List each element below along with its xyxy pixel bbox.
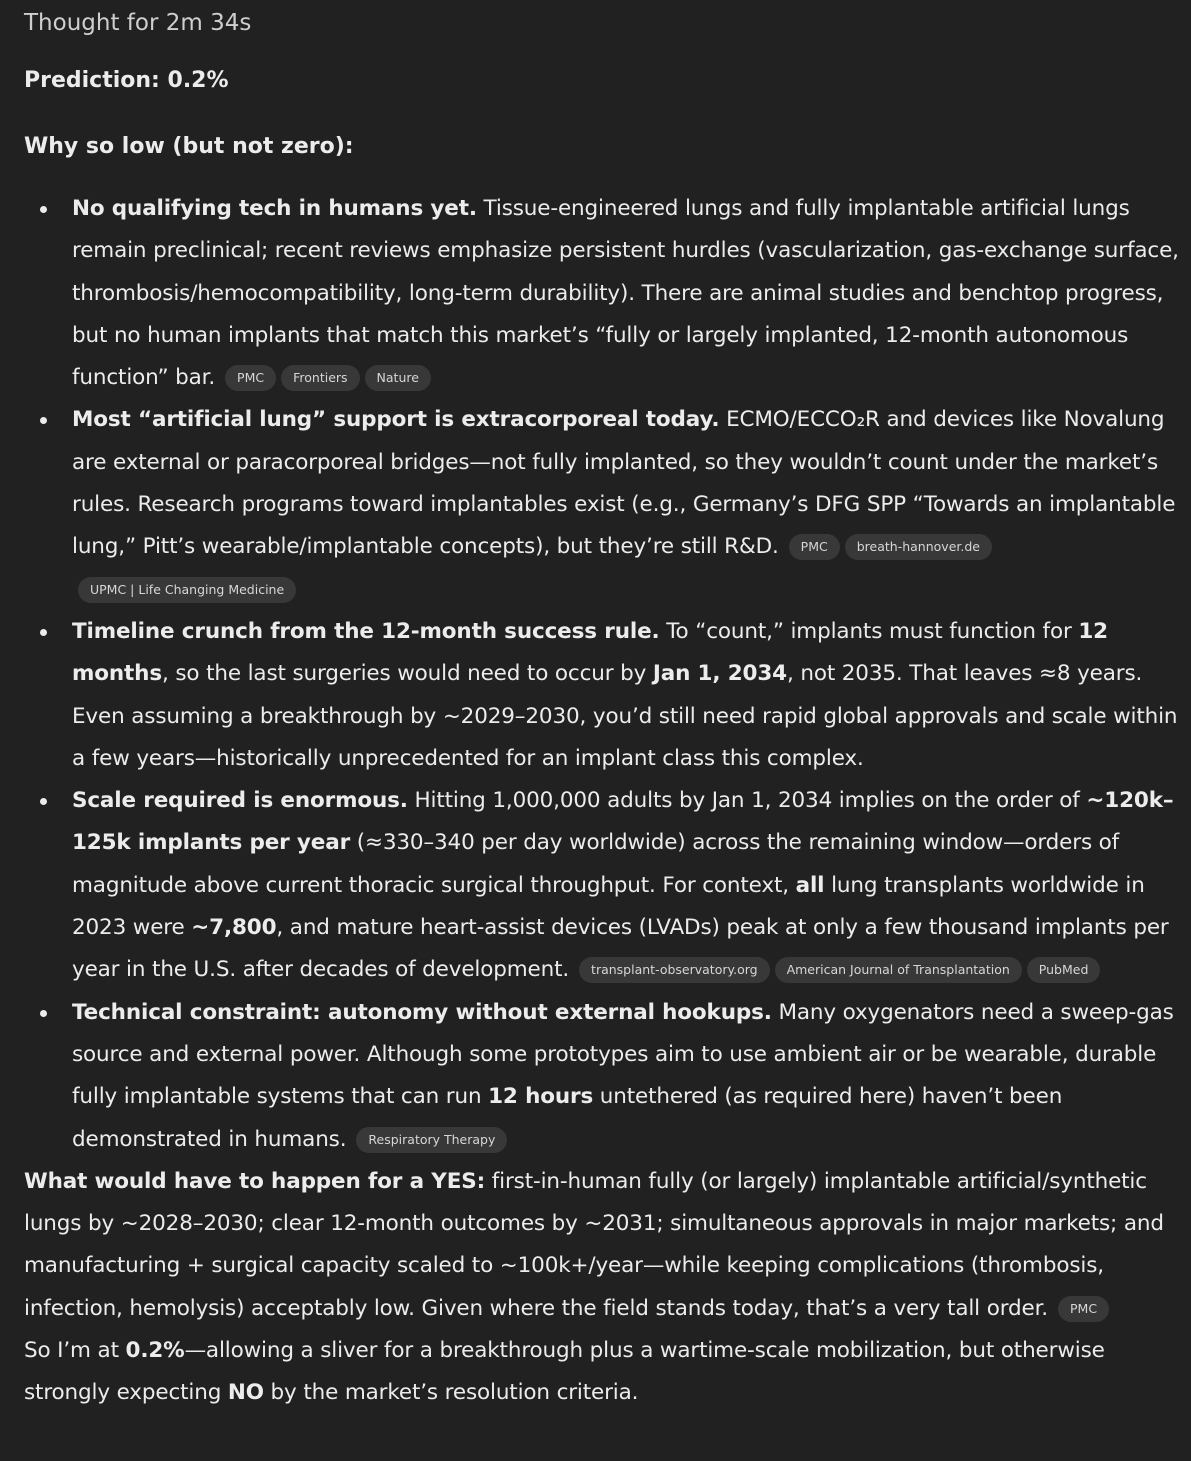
reasons-list: [24, 188, 1184, 1161]
bullet-text: Hitting 1,000,000 adults by Jan 1, 2034 implies on the order of: [407, 788, 1087, 814]
bullet-text: Tissue-engineered lungs and fully implantable artificial lungs remain preclinical; recent reviews emphasize persistent hurdles (vascularization, gas-exchange surface, thrombosis/hemocompatibility, long-term durability). There are animal studies and benchtop progress, but no human implants that match this market’s “fully or largely implanted, 12-month autonomous function” bar.: [72, 196, 1179, 391]
bullet-emphasis: 12 hours: [488, 1084, 594, 1110]
bullet-emphasis: all: [795, 872, 825, 898]
prediction-heading: Prediction: 0.2%: [24, 68, 229, 93]
closing-paragraph: [24, 1330, 1184, 1415]
bullet-lead: No qualifying tech in humans yet.: [72, 196, 477, 221]
list-item: [24, 188, 1184, 399]
bullet-lead: Timeline crunch from the 12-month success rule.: [72, 618, 660, 644]
yes-text: first-in-human fully (or largely) implantable artificial/synthetic lungs by ~2028–2030; clear 12-month outcomes by ~2031; simultaneous approvals in major markets; and manufacturing + surgical capacity scaled to ~100k+/year—while keeping complications (thrombosis, infection, hemolysis) acceptably low. Given where the field stands today, that’s a very tall order.: [24, 1168, 1164, 1321]
bullet-dot: [40, 417, 47, 424]
yes-scenario-paragraph: [24, 1161, 1184, 1330]
bullet-dot: [40, 798, 47, 805]
bullet-emphasis: ~7,800: [191, 915, 277, 941]
bullet-text: (≈330–340 per day worldwide) across the remaining window—orders of magnitude above current thoracic surgical throughput. For context,: [72, 830, 1120, 898]
bullet-text: lung transplants worldwide in 2023 were: [72, 872, 1145, 941]
bullet-emphasis: Jan 1, 2034: [652, 661, 787, 687]
source-chip-frontiers[interactable]: Frontiers: [281, 365, 359, 391]
bullet-text: ECMO/ECCO₂R and devices like Novalung are external or paracorporeal bridges—not fully implanted, so they wouldn’t count under the market’s rules. Research programs toward implantables exist (e.g., Germany’s DFG SPP “Towards an implantable lung,” Pitt’s wearable/implantable concepts), but they’re still R&D.: [72, 407, 1176, 560]
bullet-dot: [40, 206, 47, 213]
closing-text: So I’m at: [24, 1338, 126, 1364]
source-chip-pmc[interactable]: PMC: [1058, 1296, 1109, 1322]
closing-emphasis: 0.2%: [125, 1338, 185, 1364]
closing-emphasis: NO: [227, 1380, 264, 1406]
source-chip-nature[interactable]: Nature: [365, 365, 431, 391]
source-chip-respiratory-therapy[interactable]: Respiratory Therapy: [356, 1127, 507, 1153]
source-chip-transplant-observatory[interactable]: transplant-observatory.org: [579, 957, 770, 983]
bullet-text: To “count,” implants must function for: [659, 618, 1079, 644]
assistant-message: [24, 0, 1184, 1415]
bullet-text: , so the last surgeries would need to occur by: [161, 661, 653, 687]
list-item: [24, 992, 1184, 1161]
source-chip-pmc[interactable]: PMC: [225, 365, 276, 391]
bullet-lead: Technical constraint: autonomy without external hookups.: [72, 999, 772, 1025]
bullet-dot: [40, 1010, 47, 1017]
list-item: [24, 399, 1184, 610]
list-item: [24, 611, 1184, 780]
bullet-lead: Most “artificial lung” support is extracorporeal today.: [72, 407, 720, 433]
closing-text: by the market’s resolution criteria.: [263, 1380, 639, 1406]
bullet-text: , and mature heart-assist devices (LVADs) peak at only a few thousand implants per year in the U.S. after decades of development.: [72, 915, 1169, 983]
bullet-dot: [40, 629, 47, 636]
thought-duration-toggle[interactable]: Thought for 2m 34s: [24, 10, 252, 36]
source-chip-breath-hannover[interactable]: breath-hannover.de: [845, 534, 992, 560]
source-chip-ajt[interactable]: American Journal of Transplantation: [775, 957, 1022, 983]
bullet-emphasis: ~120k–125k implants per year: [72, 788, 1174, 856]
source-chip-pubmed[interactable]: PubMed: [1027, 957, 1101, 983]
bullet-lead: Scale required is enormous.: [72, 788, 408, 814]
list-item: [24, 780, 1184, 991]
yes-lead: What would have to happen for a YES:: [24, 1168, 486, 1194]
bullet-text: untethered (as required here) haven’t been demonstrated in humans.: [72, 1084, 1063, 1152]
closing-text: —allowing a sliver for a breakthrough plus a wartime-scale mobilization, but otherwise strongly expecting: [24, 1338, 1105, 1406]
bullet-text: Many oxygenators need a sweep-gas source and external power. Although some prototypes aim to use ambient air or be wearable, durable fully implantable systems that can run: [72, 999, 1174, 1110]
source-chip-pmc[interactable]: PMC: [789, 534, 840, 560]
source-chip-upmc[interactable]: UPMC | Life Changing Medicine: [78, 577, 296, 603]
why-heading: Why so low (but not zero):: [24, 134, 354, 159]
bullet-emphasis: 12 months: [72, 618, 1108, 687]
bullet-text: , not 2035. That leaves ≈8 years. Even assuming a breakthrough by ~2029–2030, you’d still need rapid global approvals and scale within a few years—historically unprecedented for an implant class this complex.: [72, 661, 1178, 771]
